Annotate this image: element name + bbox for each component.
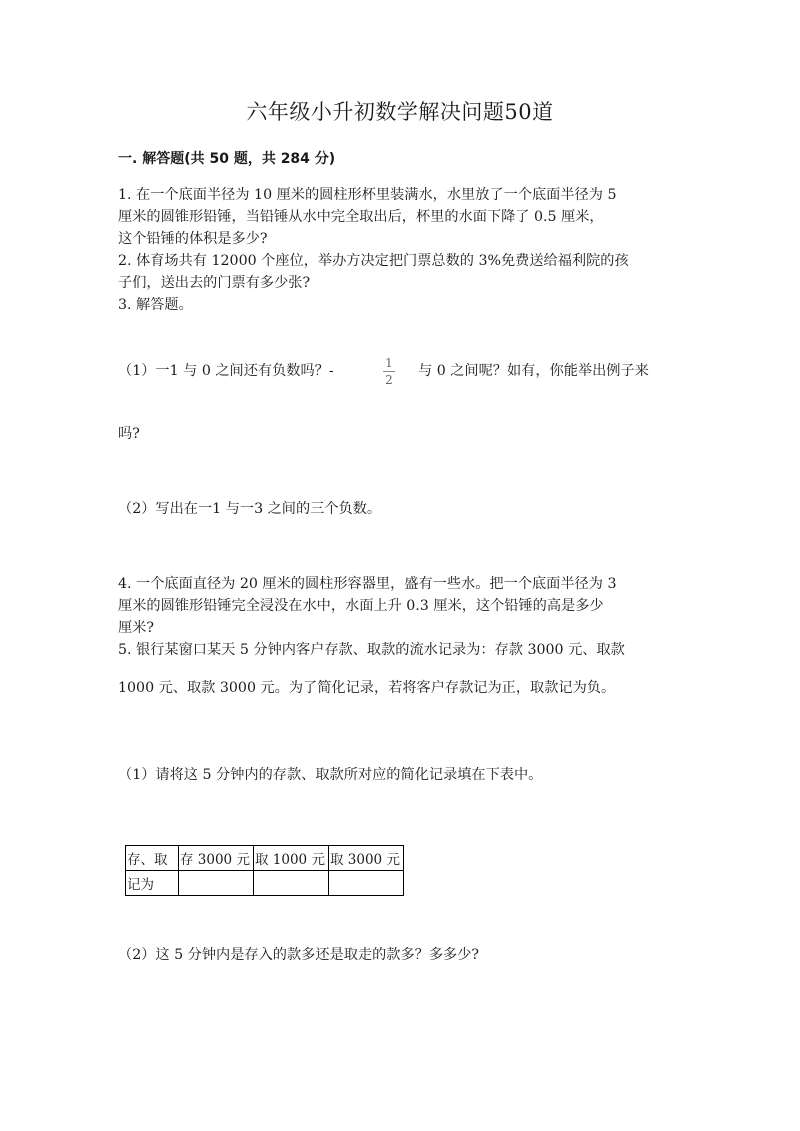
q1-line-3: 这个铅锤的体积是多少? [118,231,268,247]
q4-line-1: 4. 一个底面直径为 20 厘米的圆柱形容器里，盛有一些水。把一个底面半径为 3 [118,576,617,592]
q2-line-2: 子们，送出去的门票有多少张? [118,275,311,291]
q2-line-1: 2. 体育场共有 12000 个座位，举办方决定把门票总数的 3%免费送给福利院的孩 [118,253,629,269]
q1-line-1: 1. 在一个底面半径为 10 厘米的圆柱形杯里装满水，水里放了一个底面半径为 5 [118,187,617,203]
answer-cell[interactable] [254,871,329,896]
table-cell: 存、取 [126,846,179,871]
q5-part2: （2）这 5 分钟内是存入的款多还是取走的款多？多多少? [118,947,479,963]
q3-part1-end: 吗? [118,426,140,442]
table-cell: 记为 [126,871,179,896]
q5-part1: （1）请将这 5 分钟内的存款、取款所对应的简化记录填在下表中。 [118,767,543,783]
table-row [126,846,404,871]
q3-part1-before: （1）一1 与 0 之间还有负数吗？- [118,363,334,379]
answer-cell[interactable] [329,871,404,896]
page-title: 六年级小升初数学解决问题50道 [246,100,554,124]
table-row [126,871,404,896]
table-cell: 取 1000 元 [254,846,329,871]
q4-line-3: 厘米? [118,620,154,636]
fraction-one-half [382,356,396,387]
q3-heading: 3. 解答题。 [118,297,193,313]
section-heading: 一. 解答题(共 50 题，共 284 分) [118,151,336,167]
q3-part1-after: 与 0 之间呢？如有，你能举出例子来 [418,363,649,379]
fraction-denominator: 2 [385,373,393,387]
fraction-bar [383,371,395,372]
record-table [125,845,404,896]
q3-part2: （2）写出在一1 与一3 之间的三个负数。 [118,501,382,517]
q1-line-2: 厘米的圆锥形铅锤，当铅锤从水中完全取出后，杯里的水面下降了 0.5 厘米， [118,209,604,225]
table-cell: 取 3000 元 [329,846,404,871]
answer-cell[interactable] [179,871,254,896]
fraction-numerator: 1 [385,356,393,370]
q5-line-1: 5. 银行某窗口某天 5 分钟内客户存款、取款的流水记录为：存款 3000 元、取款 [118,642,625,658]
q4-line-2: 厘米的圆锥形铅锤完全浸没在水中，水面上升 0.3 厘米，这个铅锤的高是多少 [118,598,604,614]
table-cell: 存 3000 元 [179,846,254,871]
q5-line-2: 1000 元、取款 3000 元。为了简化记录，若将客户存款记为正，取款记为负。 [118,680,616,696]
